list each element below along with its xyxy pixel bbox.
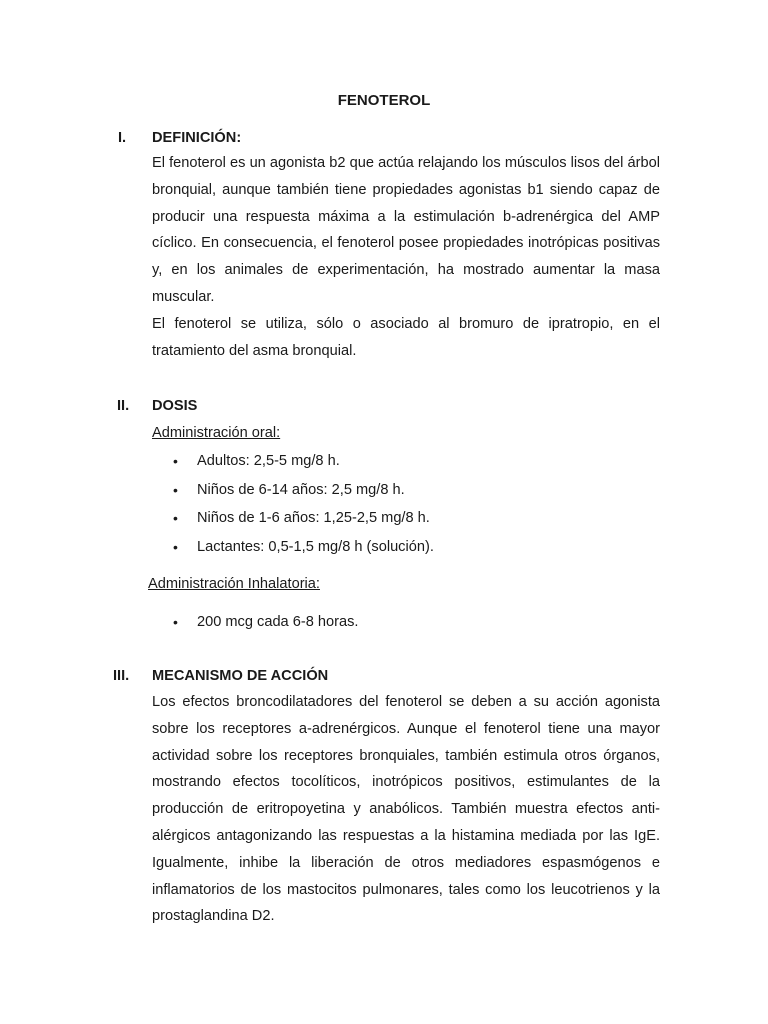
- section-1-paragraph-1: El fenoterol es un agonista b2 que actúa relajando los músculos lisos del árbol bronquial, aunque también tiene propiedades agonistas b1 siendo capaz de producir una respuesta máxima a la estimulación b-adrenérgica del AMP cíclico. En consecuencia, el fenoterol posee propiedades inotrópicas positivas y, en los animales de experimentación, ha mostrado aumentar la masa muscular.: [152, 155, 660, 305]
- section-3-paragraph: Los efectos broncodilatadores del fenoterol se deben a su acción agonista sobre los receptores a-adrenérgicos. Aunque el fenoterol tiene una mayor actividad sobre los receptores bronquiales, también estimula otros órganos, mostrando efectos tocolíticos, inotrópicos positivos, estimulantes de la producción de eritropoyetina y anabólicos. También muestra efectos anti-alérgicos antagonizando las respuestas a la histamina mediada por las IgE. Igualmente, inhibe la liberación de otros mediadores espasmógenos e inflamatorios de los mastocitos pulmonares, tales como los leucotrienos y la prostaglandina D2.: [152, 694, 660, 925]
- bullet-icon: •: [173, 481, 178, 498]
- bullet-icon: •: [173, 453, 178, 469]
- inhalation-administration-label: Administración Inhalatoria:: [148, 576, 320, 592]
- bullet-icon: •: [173, 510, 178, 526]
- list-item: • Lactantes: 0,5-1,5 mg/8 h (solución).: [152, 536, 434, 565]
- document-title: FENOTEROL: [337, 92, 431, 109]
- list-item: • Niños de 1-6 años: 1,25-2,5 mg/8 h.: [152, 507, 434, 536]
- section-3-heading: MECANISMO DE ACCIÓN: [152, 668, 329, 684]
- inhalation-dosage-list: [152, 611, 358, 640]
- oral-dosage-list: [152, 450, 434, 564]
- section-1-paragraph-2: El fenoterol se utiliza, sólo o asociado al bromuro de ipratropio, en el tratamiento del asma bronquial.: [152, 316, 660, 359]
- list-item: • 200 mcg cada 6-8 horas.: [152, 611, 358, 640]
- bullet-icon: •: [173, 614, 178, 630]
- oral-administration-label: Administración oral:: [152, 425, 281, 441]
- section-1-number: I.: [118, 130, 127, 146]
- section-3-number: III.: [113, 668, 130, 684]
- bullet-icon: •: [173, 538, 178, 555]
- list-item: • Niños de 6-14 años: 2,5 mg/8 h.: [152, 479, 434, 508]
- section-2-heading: DOSIS: [152, 398, 198, 414]
- list-item: • Adultos: 2,5-5 mg/8 h.: [152, 450, 434, 479]
- section-2-number: II.: [117, 398, 130, 414]
- section-1-heading: DEFINICIÓN:: [152, 130, 242, 146]
